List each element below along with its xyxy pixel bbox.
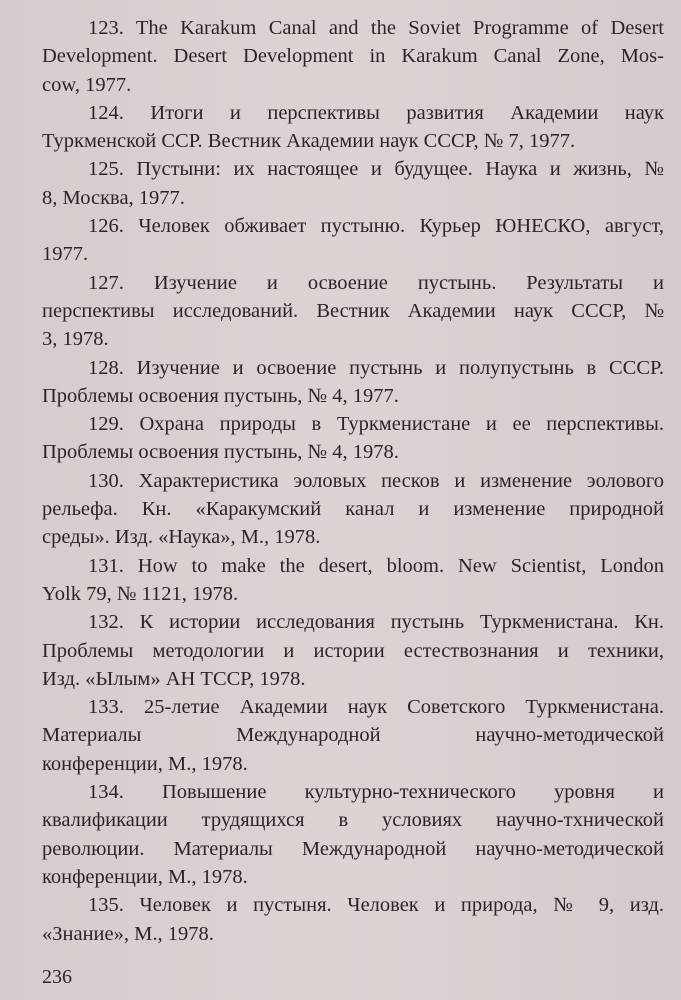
- page-number: 236: [42, 966, 72, 988]
- entry-line: 126. Человек обживает пустыню. Курьер ЮНЕСКО, август,: [88, 215, 664, 238]
- entry-line: рельефа. Кн. «Каракумский канал и изменение природной: [42, 498, 664, 521]
- entry-line: 128. Изучение и освоение пустынь и полупустынь в СССР.: [88, 356, 664, 379]
- bibliography-entry: [42, 155, 664, 212]
- entry-line: Туркменской ССР. Вестник Академии наук СССР, № 7, 1977.: [42, 130, 576, 153]
- bibliography-entry: [42, 99, 664, 156]
- entry-line: 132. К истории исследования пустынь Туркменистана. Кн.: [88, 611, 664, 634]
- bibliography-entry: [42, 410, 664, 467]
- entry-line: конференции, М., 1978.: [42, 752, 248, 775]
- entry-line: 1977.: [42, 243, 89, 266]
- entry-line: 129. Охрана природы в Туркменистане и ее перспективы.: [88, 413, 664, 436]
- entry-line: Проблемы освоения пустынь, № 4, 1977.: [42, 384, 399, 407]
- entry-line: 8, Москва, 1977.: [42, 186, 185, 209]
- entry-line: Проблемы методологии и истории естествознания и техники,: [42, 639, 664, 662]
- entry-line: перспективы исследований. Вестник Академии наук СССР, №: [42, 299, 664, 322]
- bibliography-entry: [42, 467, 664, 552]
- entry-line: 130. Характеристика эоловых песков и изменение эолового: [88, 469, 664, 492]
- entry-line: Development. Desert Development in Karakum Canal Zone, Mos-: [42, 45, 664, 68]
- entry-line: 3, 1978.: [42, 328, 109, 351]
- entry-line: 131. How to make the desert, bloom. New Scientist, London: [88, 554, 664, 577]
- entry-line: 127. Изучение и освоение пустынь. Результаты и: [88, 271, 664, 294]
- entry-line: Изд. «Ылым» АН ТССР, 1978.: [42, 667, 306, 690]
- bibliography-entry: [42, 608, 664, 693]
- entry-line: Проблемы освоения пустынь, № 4, 1978.: [42, 441, 399, 464]
- entry-line: «Знание», М., 1978.: [42, 922, 214, 945]
- entry-line: Yolk 79, № 1121, 1978.: [42, 582, 239, 605]
- entry-line: 133. 25-летие Академии наук Советского Туркменистана.: [88, 696, 664, 719]
- entry-line: революции. Материалы Международной научно-методической: [42, 837, 664, 860]
- bibliography-entry: [42, 891, 664, 948]
- bibliography-entry: [42, 778, 664, 891]
- entry-line: конференции, М., 1978.: [42, 865, 248, 888]
- entry-line: 134. Повышение культурно-технического уровня и: [88, 781, 664, 804]
- entry-line: 135. Человек и пустыня. Человек и природа, № 9, изд.: [88, 894, 664, 917]
- entry-line: Материалы Международной научно-методической: [42, 724, 664, 747]
- entry-line: среды». Изд. «Наука», М., 1978.: [42, 526, 321, 549]
- entry-line: 124. Итоги и перспективы развития Академии наук: [88, 101, 664, 124]
- entry-line: 125. Пустыни: их настоящее и будущее. Наука и жизнь, №: [88, 158, 664, 181]
- bibliography-entry: [42, 212, 664, 269]
- bibliography-entry: [42, 354, 664, 411]
- bibliography-entry: [42, 269, 664, 354]
- entry-line: cow, 1977.: [42, 73, 132, 96]
- entry-line: квалификации трудящихся в условиях научно-тхнической: [42, 809, 664, 832]
- bibliography-entry: [42, 14, 664, 99]
- bibliography-entry: [42, 552, 664, 609]
- bibliography-list: [42, 14, 664, 948]
- bibliography-entry: [42, 693, 664, 778]
- entry-line: 123. The Karakum Canal and the Soviet Programme of Desert: [88, 17, 664, 39]
